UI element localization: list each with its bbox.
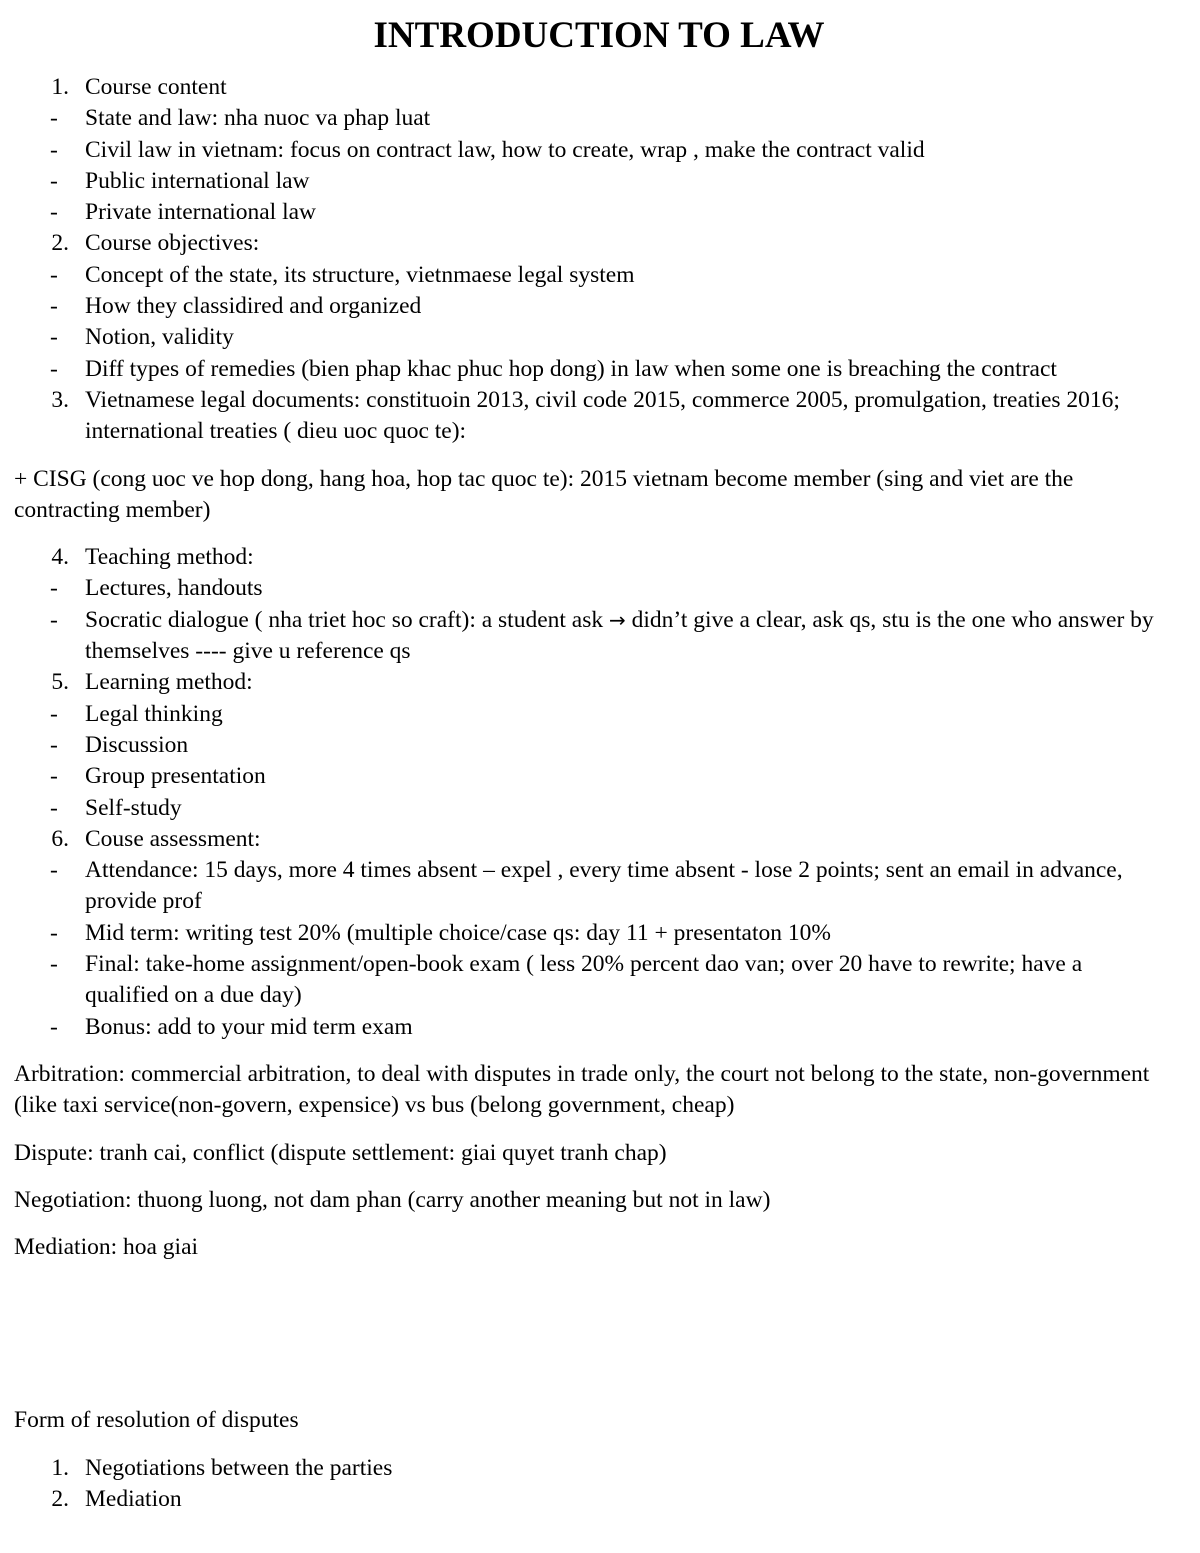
list-item-text: Diff types of remedies (bien phap khac phuc hop dong) in law when some one is breaching the contract (85, 355, 1057, 382)
list-item-text: Group presentation (85, 763, 266, 790)
dash-bullet: - (50, 731, 58, 758)
dash-bullet: - (50, 857, 58, 884)
list-item (14, 949, 1170, 1012)
arbitration-paragraph: Arbitration: commercial arbitration, to deal with disputes in trade only, the court not belong to the state, non-government (like taxi service(non-govern, expensice) vs bus (belong government, cheap) (14, 1060, 1150, 1119)
section-teaching-method (14, 542, 1170, 667)
list-item-text: Discussion (85, 731, 189, 758)
list-item-text: State and law: nha nuoc va phap luat (85, 105, 431, 132)
dash-bullet: - (50, 167, 58, 194)
list-item (14, 918, 1170, 949)
dash-bullet: - (50, 324, 58, 351)
list-number: 6. (51, 825, 69, 852)
section-heading (85, 385, 1170, 448)
list-item-text: Attendance: 15 days, more 4 times absent – expel , every time absent - lose 2 points; sent an email in advance, provide prof (85, 857, 1123, 915)
dash-bullet: - (50, 951, 58, 978)
list-item (14, 573, 1170, 604)
section-heading: Teaching method: (85, 544, 254, 571)
dash-bullet: - (50, 293, 58, 320)
list-item (14, 1484, 1170, 1515)
list-item-text: Mediation (85, 1485, 182, 1512)
list-item-text: How they classidired and organized (85, 293, 422, 320)
list-item-text: Notion, validity (85, 324, 234, 351)
list-item-text: Final: take-home assignment/open-book exam ( less 20% percent dao van; over 20 have to rewrite; have a qualified on a due day) (85, 951, 1083, 1009)
negotiation-paragraph: Negotiation: thuong luong, not dam phan (carry another meaning but not in law) (14, 1186, 771, 1213)
list-item (14, 322, 1170, 353)
section-heading-continuation: international treaties ( dieu uoc quoc te): (85, 418, 467, 445)
socratic-text-end: didn’t give a clear, ask qs, stu is the one who answer by themselves ---- give u reference qs (85, 606, 1154, 665)
list-item (14, 855, 1170, 918)
list-item (14, 291, 1170, 322)
section-heading-text: Vietnamese legal documents: constituoin 2013, civil code 2015, commerce 2005, promulgation, treaties 2016; (85, 386, 1120, 413)
section-heading: Learning method: (85, 669, 253, 696)
numbered-heading (14, 385, 1170, 448)
list-number: 3. (51, 386, 69, 413)
blank-space (14, 1279, 1170, 1389)
cisg-note: + CISG (cong uoc ve hop dong, hang hoa, hop tac quoc te): 2015 vietnam become member (sing and viet are the contracting member) (14, 465, 1074, 523)
section-course-objectives (14, 228, 1170, 384)
list-item (14, 260, 1170, 291)
list-item (14, 103, 1170, 134)
list-item (14, 135, 1170, 166)
list-item (14, 1012, 1170, 1043)
list-item-text: Public international law (85, 167, 310, 194)
resolution-heading: Form of resolution of disputes (14, 1407, 299, 1434)
mediation-paragraph: Mediation: hoa giai (14, 1234, 199, 1261)
dash-bullet: - (50, 919, 58, 946)
dash-bullet: - (50, 261, 58, 288)
numbered-heading (14, 72, 1170, 103)
list-item (14, 197, 1170, 228)
numbered-heading (14, 542, 1170, 573)
list-item-text: Self-study (85, 794, 182, 821)
dash-bullet: - (50, 700, 58, 727)
numbered-heading (14, 824, 1170, 855)
list-number: 5. (51, 669, 69, 696)
list-item (14, 1453, 1170, 1484)
list-item (14, 354, 1170, 385)
list-number: 2. (51, 1485, 69, 1512)
list-number: 1. (51, 74, 69, 100)
dash-bullet: - (50, 199, 58, 226)
list-number: 2. (51, 230, 69, 257)
list-item (14, 166, 1170, 197)
list-item-text: Legal thinking (85, 700, 223, 727)
numbered-heading (14, 667, 1170, 698)
dash-bullet: - (50, 575, 58, 602)
resolution-list (14, 1453, 1170, 1516)
list-number: 1. (51, 1454, 69, 1481)
section-learning-method (14, 667, 1170, 823)
list-item-text: Mid term: writing test 20% (multiple choice/case qs: day 11 + presentaton 10% (85, 919, 831, 946)
list-item (14, 793, 1170, 824)
dash-bullet: - (50, 355, 58, 382)
list-item-text: Lectures, handouts (85, 575, 263, 602)
socratic-text-start: Socratic dialogue ( nha triet hoc so craft): a student ask (85, 606, 609, 633)
dispute-paragraph: Dispute: tranh cai, conflict (dispute settlement: giai quyet tranh chap) (14, 1139, 667, 1166)
section-legal-documents (14, 385, 1170, 448)
list-item-text (85, 605, 1170, 668)
list-item-text: Civil law in vietnam: focus on contract law, how to create, wrap , make the contract valid (85, 136, 925, 163)
dash-bullet: - (50, 794, 58, 821)
list-item-text: Bonus: add to your mid term exam (85, 1013, 413, 1040)
section-course-content (14, 72, 1170, 228)
list-item (14, 605, 1170, 668)
section-heading: Course objectives: (85, 230, 260, 257)
list-number: 4. (51, 544, 69, 571)
dash-bullet: - (50, 606, 58, 633)
list-item-text: Private international law (85, 199, 317, 226)
list-item (14, 761, 1170, 792)
section-heading: Course content (85, 74, 227, 100)
right-arrow-icon: → (609, 607, 626, 632)
section-course-assessment (14, 824, 1170, 1043)
dash-bullet: - (50, 105, 58, 132)
list-item-text: Concept of the state, its structure, vietnmaese legal system (85, 261, 635, 288)
list-item (14, 730, 1170, 761)
dash-bullet: - (50, 1013, 58, 1040)
list-item-text: Negotiations between the parties (85, 1454, 393, 1481)
dash-bullet: - (50, 763, 58, 790)
section-heading: Couse assessment: (85, 825, 261, 852)
list-item (14, 699, 1170, 730)
numbered-heading (14, 228, 1170, 259)
document-title: INTRODUCTION TO LAW (373, 15, 825, 56)
dash-bullet: - (50, 136, 58, 163)
